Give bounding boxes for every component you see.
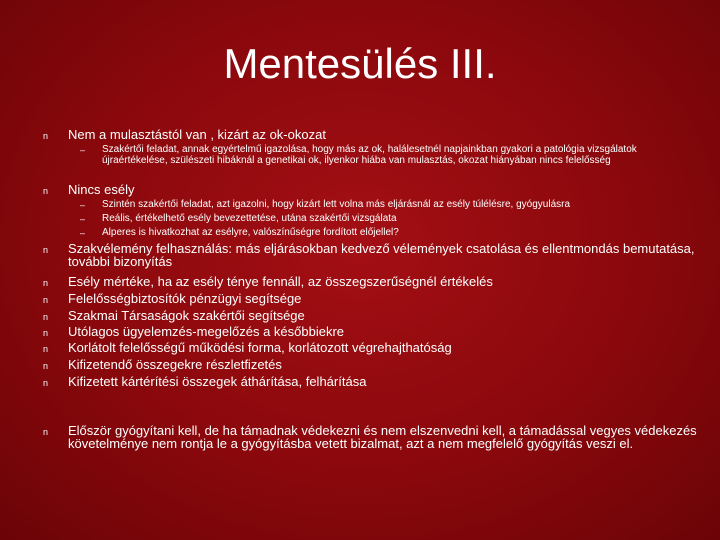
dash-marker: – — [80, 228, 86, 238]
bullet-10-text: Kifizetett kártérítési összegek áthárítása, felhárítása — [68, 374, 367, 389]
bullet-7-text: Utólagos ügyelemzés-megelőzés a későbbiekre — [68, 324, 345, 339]
bullet-2-sub-2: Reális, értékelhető esély bevezettetése, utána szakértői vizsgálata — [102, 213, 397, 224]
bullet-9-text: Kifizetendő összegekre részletfizetés — [68, 357, 282, 372]
bullet-5-text: Felelősségbiztosítók pénzügyi segítsége — [68, 291, 302, 306]
bullet-marker: n — [43, 245, 49, 255]
dash-marker: – — [80, 214, 86, 224]
bullet-marker: n — [43, 186, 49, 196]
bullet-6-text: Szakmai Társaságok szakértői segítsége — [68, 308, 305, 323]
bullet-marker: n — [43, 361, 49, 371]
bullet-marker: n — [43, 378, 49, 388]
bullet-2-sub-1: Szintén szakértői feladat, azt igazolni, hogy kizárt lett volna más eljárásnál az esély túlélésre, gyógyulásra — [102, 199, 571, 210]
bullet-2-text: Nincs esély — [68, 182, 135, 197]
bullet-marker: n — [43, 295, 49, 305]
bullet-1-sub-1: Szakértői feladat, annak egyértelmű igazolása, hogy más az ok, halálesetnél napjainkban gyakori a patológia vizsgálatok újraértékelése, szülészeti hibáknál a genetikai ok, ilyenkor hiába van mulasztás, okozat hiányában nincs felelősség — [102, 144, 637, 166]
dash-marker: – — [80, 200, 86, 210]
bullet-marker: n — [43, 344, 49, 354]
bullet-11-text: Először gyógyítani kell, de ha támadnak védekezni és nem elszenvedni kell, a támadással vegyes védekezés követelménye nem rontja le a gyógyításba vetett bizalmat, azt a nem megfelelő gyógyítás veszi el. — [68, 423, 697, 451]
bullet-1-text: Nem a mulasztástól van , kizárt az ok-okozat — [68, 127, 326, 142]
bullet-2-sub-3: Alperes is hivatkozhat az esélyre, valószínűségre fordított előjellel? — [102, 227, 399, 238]
bullet-marker: n — [43, 131, 49, 141]
bullet-8-text: Korlátolt felelősségű működési forma, korlátozott végrehajthatóság — [68, 340, 452, 355]
bullet-marker: n — [43, 328, 49, 338]
bullet-3-text: Szakvélemény felhasználás: más eljárásokban kedvező vélemények csatolása és ellentmondás bemutatása, további bizonyítás — [68, 241, 695, 269]
bullet-marker: n — [43, 278, 49, 288]
bullet-4-text: Esély mértéke, ha az esély ténye fennáll, az összegszerűségnél értékelés — [68, 274, 493, 289]
dash-marker: – — [80, 145, 86, 155]
bullet-marker: n — [43, 312, 49, 322]
bullet-marker: n — [43, 427, 49, 437]
slide-title: Mentesülés III. — [223, 40, 497, 87]
